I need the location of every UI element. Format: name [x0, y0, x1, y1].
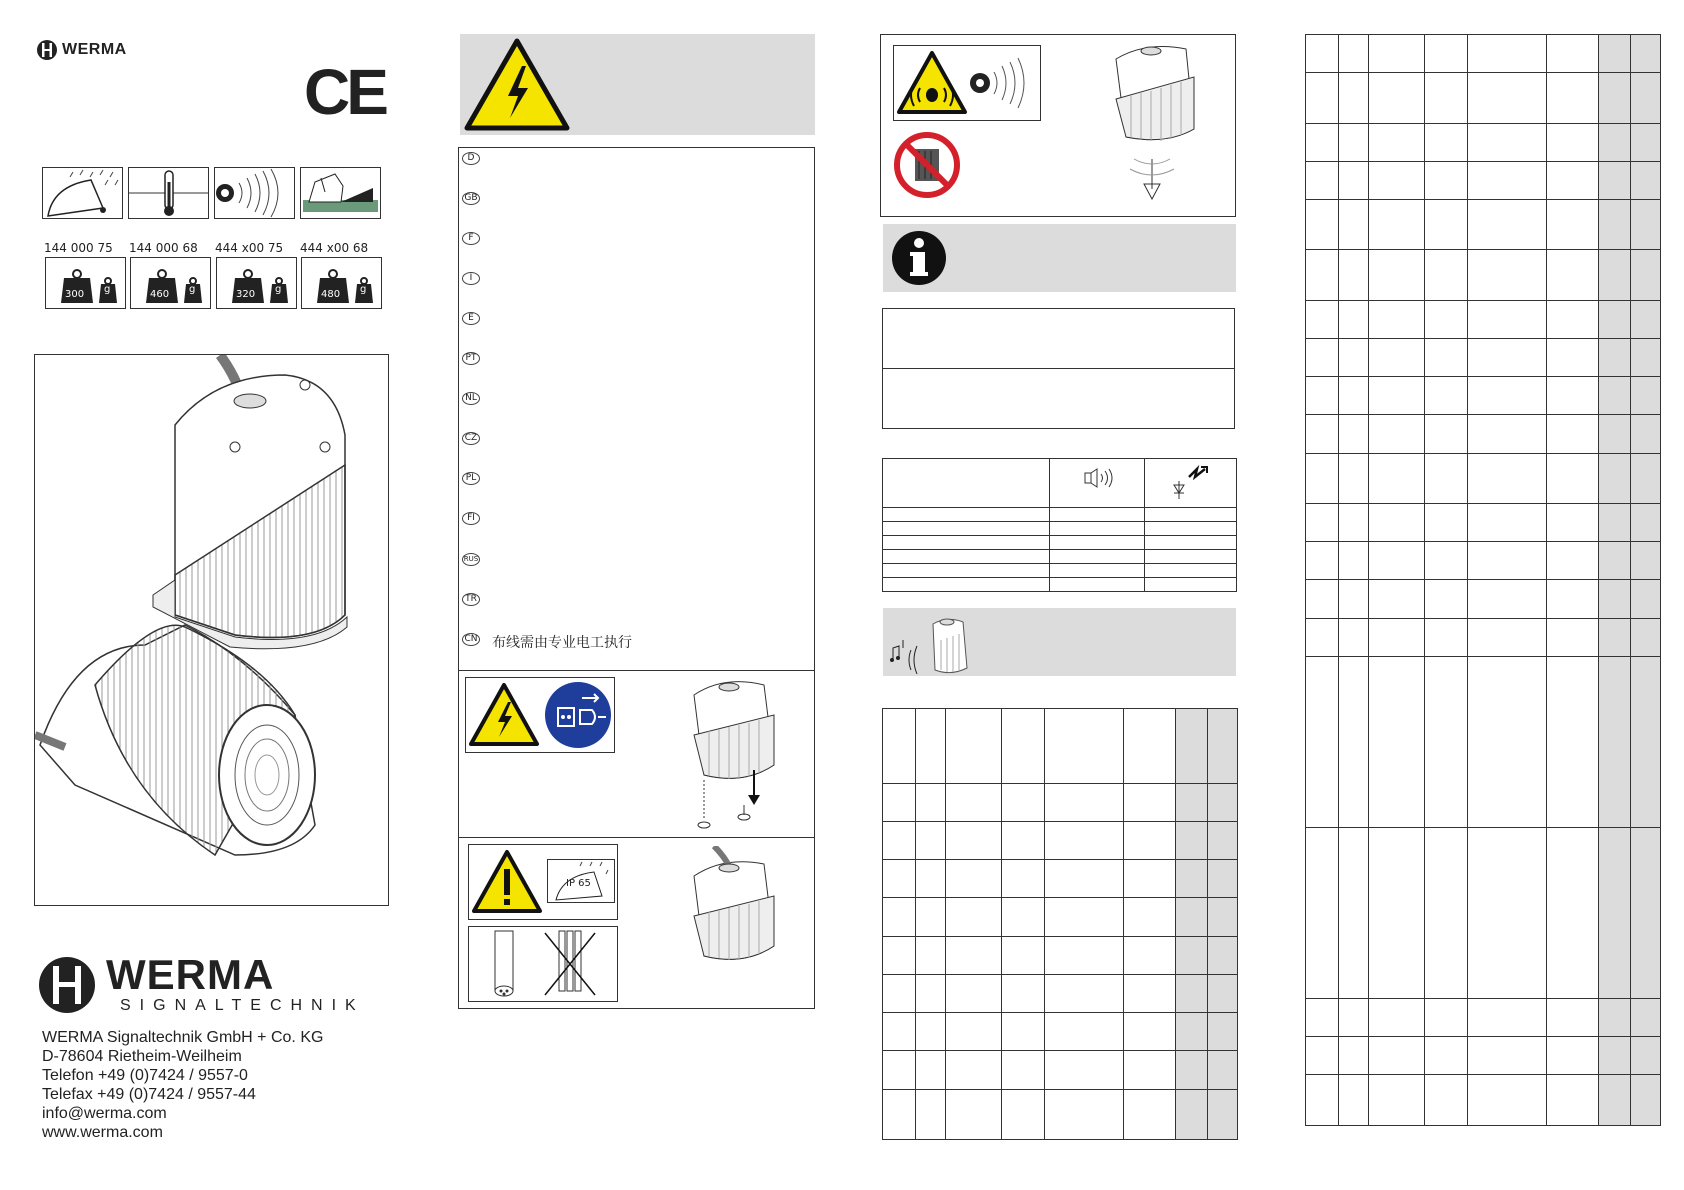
note-box: [882, 308, 1235, 429]
weight-part-4: 444 x00 68: [300, 241, 369, 255]
lang-i: I: [462, 272, 480, 285]
lang-cn: CN: [462, 633, 480, 646]
weight-part-2: 144 000 68: [129, 241, 198, 255]
lang-rus: RUS: [462, 553, 480, 566]
sound-adjust-panel: [883, 608, 1236, 676]
high-voltage-warning-icon: [468, 682, 540, 748]
lang-tr: TR: [462, 593, 480, 606]
ip65-panel: [458, 837, 815, 1009]
disconnect-panel: [458, 670, 815, 838]
wiring-table-left: [882, 708, 1238, 1140]
lang-gb: GB: [462, 192, 480, 205]
lang-pt: PT: [462, 352, 480, 365]
weight-box-1: 300 g: [45, 257, 126, 309]
language-panel: [458, 147, 815, 671]
temperature-icon: [128, 167, 209, 219]
company-name: WERMA Signaltechnik GmbH + Co. KG: [42, 1029, 324, 1046]
vibration-source-icon: [970, 50, 1040, 116]
weight-box-4: 480 g: [301, 257, 382, 309]
ce-mark: CE: [304, 56, 385, 128]
ip-rain-icon: [42, 167, 123, 219]
ip65-rain-icon: [547, 859, 615, 903]
big-logo-text: WERMA: [106, 951, 275, 998]
weight-box-2: 460 g: [130, 257, 211, 309]
speaker-icon: [1083, 467, 1115, 489]
product-illustration: [34, 354, 389, 906]
weight-part-3: 444 x00 75: [215, 241, 284, 255]
ip65-warning-box: [468, 844, 618, 920]
lang-e: E: [462, 312, 480, 325]
no-vibration-prohibition-icon: [893, 131, 961, 199]
vibration-warning-panel: [880, 34, 1236, 217]
big-logo: [38, 951, 365, 1015]
ip-rating-label: IP 65: [566, 878, 591, 889]
lang-cz: CZ: [462, 432, 480, 445]
general-warning-icon: [471, 849, 543, 915]
vibration-warning-icon: [896, 50, 968, 116]
vibration-icon: [214, 167, 295, 219]
company-web[interactable]: www.werma.com: [42, 1124, 163, 1141]
sound-adjust-illustration: [887, 610, 973, 674]
drop-test-illustration: [1106, 39, 1216, 211]
electric-warning-panel: [460, 34, 815, 135]
mounting-screws-illustration: [684, 675, 794, 835]
unplug-mains-icon: [544, 680, 612, 750]
company-email[interactable]: info@werma.com: [42, 1105, 167, 1122]
lang-f: F: [462, 232, 480, 245]
lang-pl: PL: [462, 472, 480, 485]
vibration-warning-box: [893, 45, 1041, 121]
ip65-device-illustration: [684, 846, 794, 976]
company-address: D-78604 Rietheim-Weilheim: [42, 1048, 242, 1065]
info-icon: [891, 230, 947, 286]
mounting-icon: [300, 167, 381, 219]
weight-box-3: 320 g: [216, 257, 297, 309]
disconnect-icons: [465, 677, 615, 753]
wiring-table-right: [1305, 34, 1661, 1126]
lang-nl: NL: [462, 392, 480, 405]
tagline: SIGNALTECHNIK: [120, 997, 365, 1014]
flash-signal-icon: [1171, 463, 1211, 501]
lang-d: D: [462, 152, 480, 165]
small-logo: [36, 38, 127, 62]
werma-big-logo-icon: [38, 956, 96, 1014]
lang-fi: FI: [462, 512, 480, 525]
weight-part-1: 144 000 75: [44, 241, 113, 255]
company-fax: Telefax +49 (0)7424 / 9557-44: [42, 1086, 256, 1103]
info-panel: [883, 224, 1236, 292]
company-phone: Telefon +49 (0)7424 / 9557-0: [42, 1067, 248, 1084]
small-logo-text: WERMA: [62, 41, 127, 58]
high-voltage-warning-icon: [464, 38, 570, 132]
cable-type-illustration: [469, 927, 617, 1001]
signal-table: [882, 458, 1237, 592]
cable-type-box: [468, 926, 618, 1002]
cn-wiring-note: 布线需由专业电工执行: [492, 635, 632, 651]
werma-logo-icon: [36, 39, 58, 61]
